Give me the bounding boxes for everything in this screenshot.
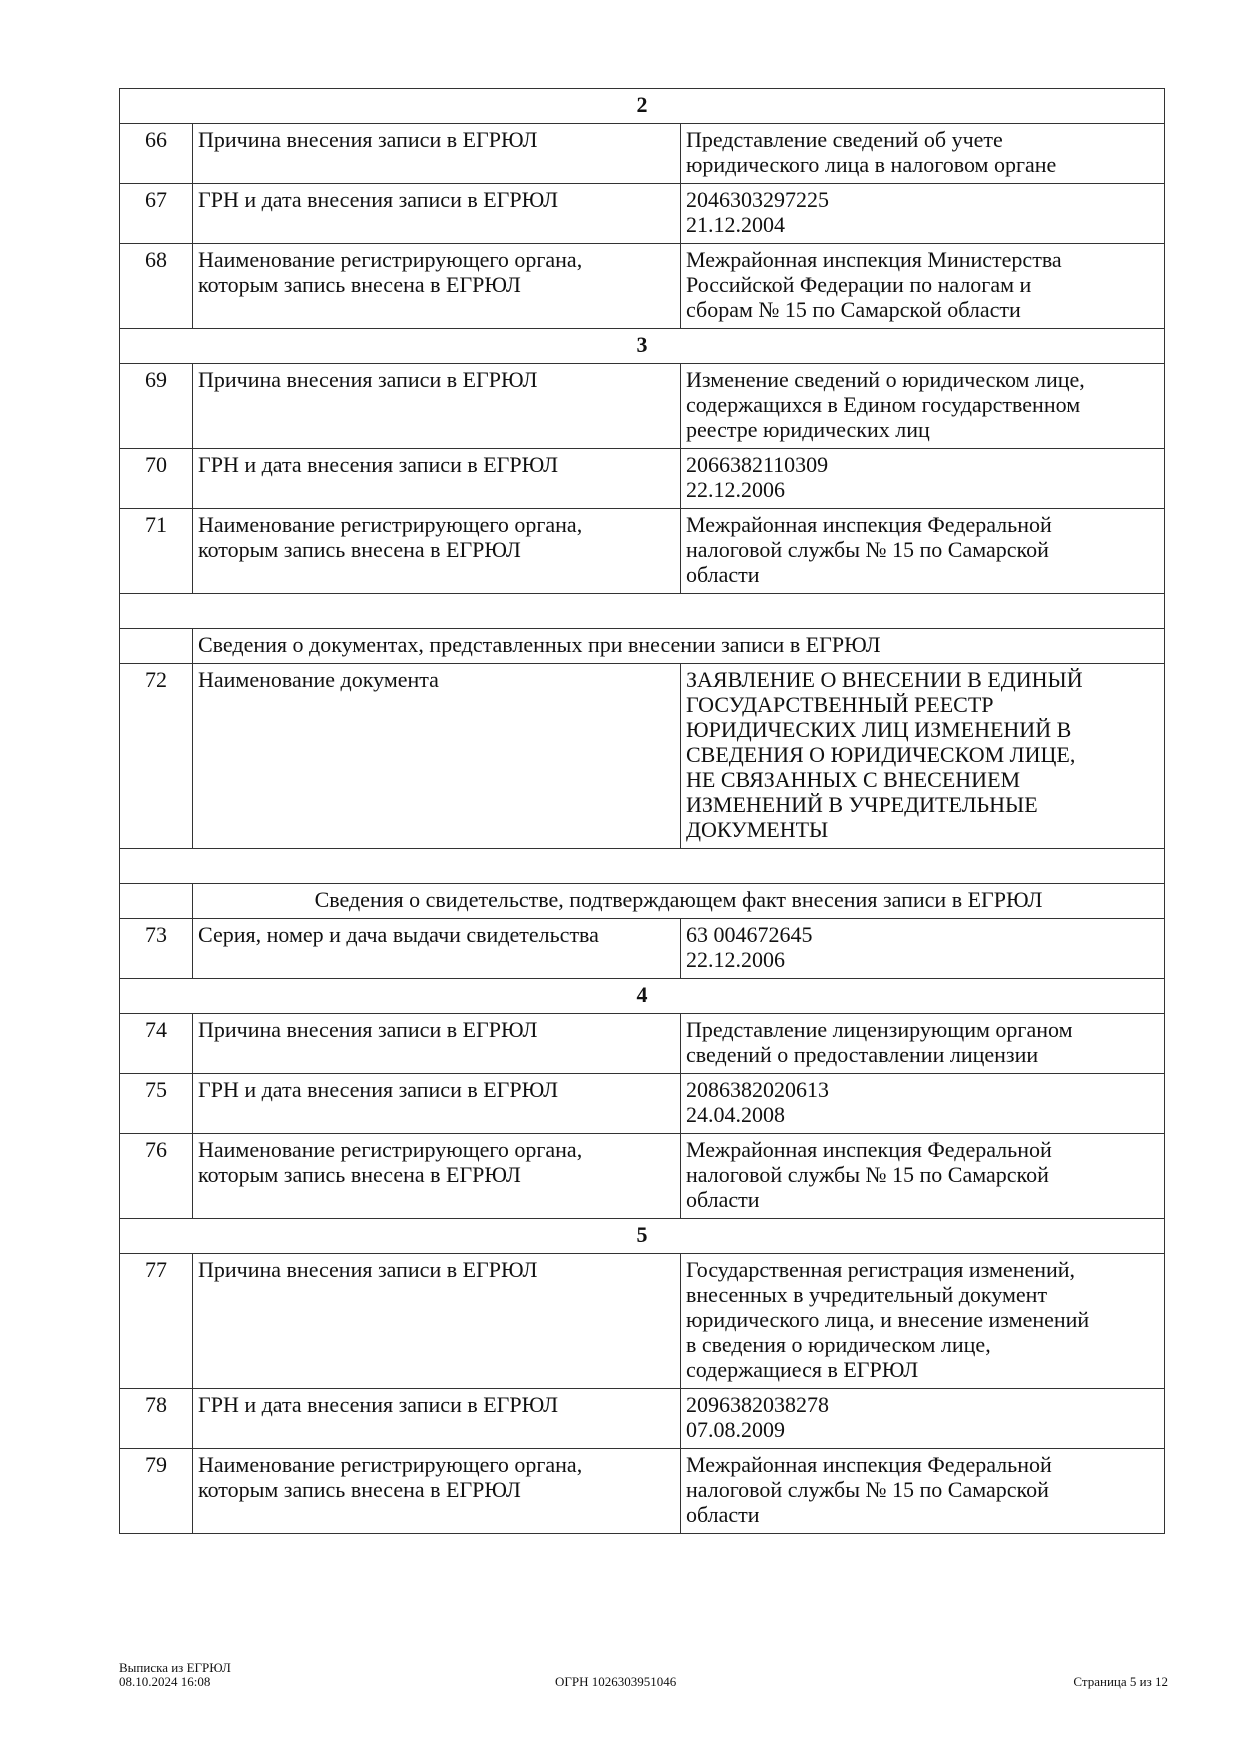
grn-value: 2046303297225 [686, 187, 829, 212]
row-value [681, 244, 1165, 329]
empty-row [120, 849, 1165, 884]
label-line: которым запись внесена в ЕГРЮЛ [198, 1162, 521, 1187]
value-line: налоговой службы № 15 по Самарской [686, 537, 1049, 562]
row-label [193, 1449, 681, 1534]
value-line: ЗАЯВЛЕНИЕ О ВНЕСЕНИИ В ЕДИНЫЙ [686, 667, 1083, 692]
row-label [193, 509, 681, 594]
label-line: Наименование регистрирующего органа, [198, 1452, 583, 1477]
row-value [681, 1134, 1165, 1219]
row-label: ГРН и дата внесения записи в ЕГРЮЛ [193, 449, 681, 509]
label-line: Наименование регистрирующего органа, [198, 512, 583, 537]
value-line: области [686, 1187, 760, 1212]
grn-value: 2096382038278 [686, 1392, 829, 1417]
row-number: 71 [120, 509, 193, 594]
value-line: Представление сведений об учете [686, 127, 1003, 152]
value-line: содержащиеся в ЕГРЮЛ [686, 1357, 919, 1382]
date-value: 24.04.2008 [686, 1102, 785, 1127]
section-number: 4 [120, 979, 1165, 1014]
value-line: Представление лицензирующим органом [686, 1017, 1073, 1042]
row-number: 74 [120, 1014, 193, 1074]
row-value [681, 124, 1165, 184]
section-header-row [120, 89, 1165, 124]
section-header-row [120, 1219, 1165, 1254]
table-row [120, 364, 1165, 449]
label-line: Наименование регистрирующего органа, [198, 1137, 583, 1162]
value-line: сборам № 15 по Самарской области [686, 297, 1021, 322]
row-number: 77 [120, 1254, 193, 1389]
egrul-records-table [119, 88, 1165, 1534]
row-value [681, 1254, 1165, 1389]
table-row [120, 1389, 1165, 1449]
value-line: налоговой службы № 15 по Самарской [686, 1477, 1049, 1502]
table-row [120, 1014, 1165, 1074]
value-line: НЕ СВЯЗАННЫХ С ВНЕСЕНИЕМ [686, 767, 1021, 792]
row-value [681, 1389, 1165, 1449]
value-line: Межрайонная инспекция Федеральной [686, 1137, 1052, 1162]
row-label: Наименование документа [193, 664, 681, 849]
value-line: сведений о предоставлении лицензии [686, 1042, 1039, 1067]
value-line: содержащихся в Едином государственном [686, 392, 1081, 417]
row-number: 75 [120, 1074, 193, 1134]
row-label [193, 1134, 681, 1219]
subheader-certificate: Сведения о свидетельстве, подтверждающем факт внесения записи в ЕГРЮЛ [193, 884, 1165, 919]
section-header-row [120, 979, 1165, 1014]
row-number: 69 [120, 364, 193, 449]
value-line: Изменение сведений о юридическом лице, [686, 367, 1085, 392]
value-line: ДОКУМЕНТЫ [686, 817, 829, 842]
value-line: в сведения о юридическом лице, [686, 1332, 991, 1357]
row-number: 68 [120, 244, 193, 329]
table-row [120, 1074, 1165, 1134]
row-value [681, 1074, 1165, 1134]
section-number: 5 [120, 1219, 1165, 1254]
label-line: которым запись внесена в ЕГРЮЛ [198, 272, 521, 297]
grn-value: 2086382020613 [686, 1077, 829, 1102]
label-line: которым запись внесена в ЕГРЮЛ [198, 1477, 521, 1502]
row-label: ГРН и дата внесения записи в ЕГРЮЛ [193, 184, 681, 244]
value-line: налоговой службы № 15 по Самарской [686, 1162, 1049, 1187]
row-label: ГРН и дата внесения записи в ЕГРЮЛ [193, 1074, 681, 1134]
value-line: области [686, 562, 760, 587]
table-row [120, 124, 1165, 184]
footer-ogrn: ОГРН 1026303951046 [555, 1674, 677, 1689]
date-value: 07.08.2009 [686, 1417, 785, 1442]
value-line: внесенных в учредительный документ [686, 1282, 1048, 1307]
row-value [681, 364, 1165, 449]
value-line: области [686, 1502, 760, 1527]
label-line: которым запись внесена в ЕГРЮЛ [198, 537, 521, 562]
row-number: 73 [120, 919, 193, 979]
certificate-number: 63 004672645 [686, 922, 813, 947]
table-row [120, 449, 1165, 509]
label-line: Наименование регистрирующего органа, [198, 247, 583, 272]
value-line: Межрайонная инспекция Федеральной [686, 512, 1052, 537]
value-line: СВЕДЕНИЯ О ЮРИДИЧЕСКОМ ЛИЦЕ, [686, 742, 1076, 767]
subheader-documents: Сведения о документах, представленных при внесении записи в ЕГРЮЛ [193, 629, 1165, 664]
value-line: юридического лица в налоговом органе [686, 152, 1057, 177]
empty-cell [120, 629, 193, 664]
row-value [681, 1449, 1165, 1534]
row-label: ГРН и дата внесения записи в ЕГРЮЛ [193, 1389, 681, 1449]
empty-cell [120, 884, 193, 919]
value-line: Государственная регистрация изменений, [686, 1257, 1076, 1282]
row-number: 79 [120, 1449, 193, 1534]
value-line: Межрайонная инспекция Министерства [686, 247, 1062, 272]
subheader-row [120, 884, 1165, 919]
value-line: ЮРИДИЧЕСКИХ ЛИЦ ИЗМЕНЕНИЙ В [686, 717, 1072, 742]
section-header-row [120, 329, 1165, 364]
row-number: 70 [120, 449, 193, 509]
footer-title: Выписка из ЕГРЮЛ [119, 1660, 231, 1675]
table-row [120, 244, 1165, 329]
row-number: 72 [120, 664, 193, 849]
row-value [681, 449, 1165, 509]
empty-cell [120, 594, 1165, 629]
row-label: Серия, номер и дача выдачи свидетельства [193, 919, 681, 979]
row-value [681, 664, 1165, 849]
row-value [681, 509, 1165, 594]
row-value [681, 919, 1165, 979]
row-value [681, 1014, 1165, 1074]
date-value: 22.12.2006 [686, 477, 785, 502]
row-label: Причина внесения записи в ЕГРЮЛ [193, 1014, 681, 1074]
row-value [681, 184, 1165, 244]
footer-document-info [119, 1661, 231, 1689]
date-value: 21.12.2004 [686, 212, 785, 237]
table-row [120, 1134, 1165, 1219]
table-row [120, 919, 1165, 979]
section-number: 3 [120, 329, 1165, 364]
row-label: Причина внесения записи в ЕГРЮЛ [193, 124, 681, 184]
table-row [120, 184, 1165, 244]
table-row [120, 1254, 1165, 1389]
table-row [120, 664, 1165, 849]
table-row [120, 509, 1165, 594]
row-label: Причина внесения записи в ЕГРЮЛ [193, 364, 681, 449]
row-label [193, 244, 681, 329]
table-row [120, 1449, 1165, 1534]
row-number: 78 [120, 1389, 193, 1449]
footer-page-number: Страница 5 из 12 [1073, 1674, 1168, 1689]
row-number: 76 [120, 1134, 193, 1219]
row-number: 66 [120, 124, 193, 184]
grn-value: 2066382110309 [686, 452, 829, 477]
date-value: 22.12.2006 [686, 947, 785, 972]
value-line: Российской Федерации по налогам и [686, 272, 1032, 297]
value-line: ГОСУДАРСТВЕННЫЙ РЕЕСТР [686, 692, 994, 717]
empty-row [120, 594, 1165, 629]
subheader-row [120, 629, 1165, 664]
row-label: Причина внесения записи в ЕГРЮЛ [193, 1254, 681, 1389]
value-line: Межрайонная инспекция Федеральной [686, 1452, 1052, 1477]
value-line: юридического лица, и внесение изменений [686, 1307, 1090, 1332]
footer-datetime: 08.10.2024 16:08 [119, 1674, 211, 1689]
row-number: 67 [120, 184, 193, 244]
value-line: реестре юридических лиц [686, 417, 930, 442]
value-line: ИЗМЕНЕНИЙ В УЧРЕДИТЕЛЬНЫЕ [686, 792, 1038, 817]
section-number: 2 [120, 89, 1165, 124]
empty-cell [120, 849, 1165, 884]
